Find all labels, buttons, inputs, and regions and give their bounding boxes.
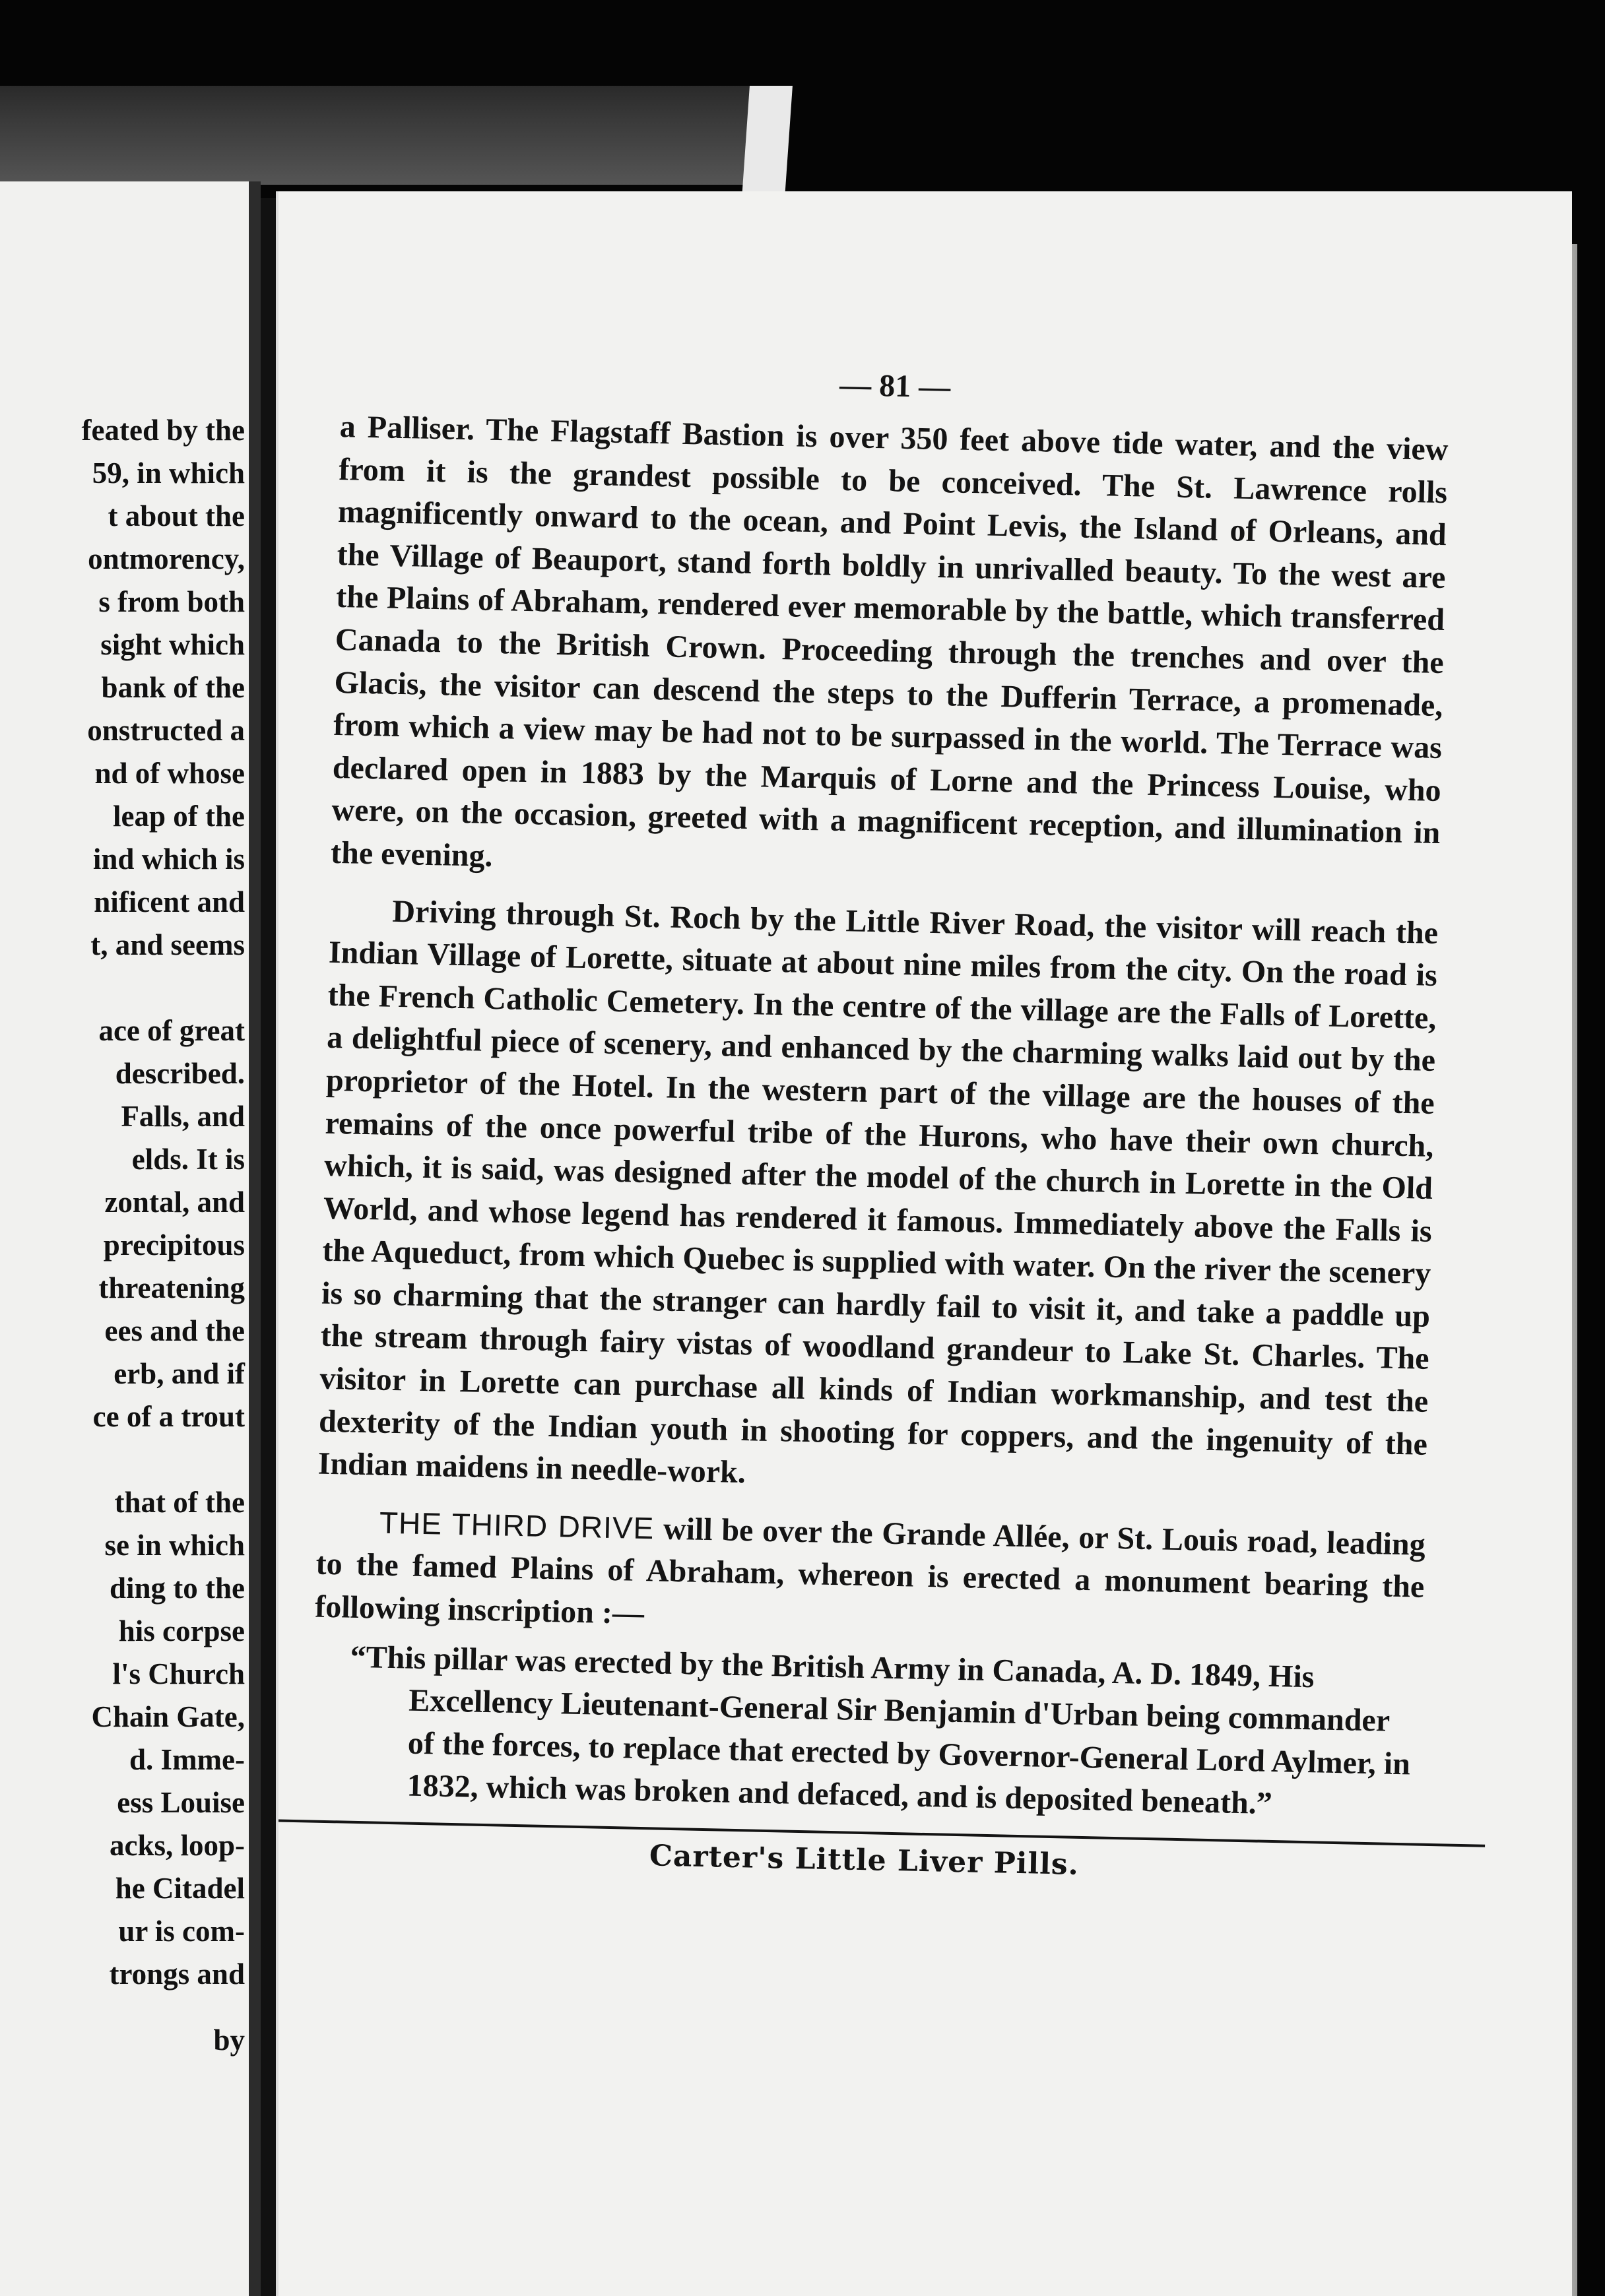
left-page-line: described. xyxy=(115,1057,245,1090)
left-page-line: nd of whose xyxy=(94,757,245,790)
left-page-line: feated by the xyxy=(81,414,245,447)
monument-inscription: “This pillar was erected by the British Army in Canada, A. D. 1849, His Excellency Lieutenant-General Sir Benjamin d'Urban being commander of the forces, to replace that erected by Governor-General Lord Aylmer, in 1832, which was broken and defaced, and is deposited beneath.” xyxy=(350,1639,1411,1822)
left-page-line: he Citadel xyxy=(115,1872,245,1905)
left-page-line: ur is com- xyxy=(118,1915,245,1948)
left-page-line: trongs and xyxy=(109,1958,245,1991)
paragraph-flagstaff-bastion: a Palliser. The Flagstaff Bastion is over 350 feet above tide water, and the view from it is the grandest possible to be conceived. The St. Lawrence rolls magnificently onward to the ocean, and Point Levis, the Island of Orleans, and the Village of Beauport, stand forth boldly in unrivalled beauty. To the west are the Plains of Abraham, rendered ever memorable by the battle, which transferred Canada to the British Crown. Proceeding through the trenches and over the Glacis, the visitor can descend the steps to the Dufferin Terrace, a promenade, from which a view may be had not to be surpassed in the world. The Terrace was declared open in 1883 by the Marquis of Lorne and the Princess Louise, who were, on the occasion, greeted with a magnificent reception, and illumination in the evening. xyxy=(330,408,1449,874)
paragraph-lorette: Driving through St. Roch by the Little River Road, the visitor will reach the Indian Village of Lorette, situate at about nine miles from the city. On the road is the French Catholic Cemetery. In the centre of the village are the Falls of Lorette, a delightful piece of scenery, and enhanced by the charming walks laid out by the proprietor of the Hotel. In the western part of the village are the houses of the remains of the once powerful tribe of the Hurons, who have their own church, which, it is said, was designed after the model of the church in Lorette in the Old World, and whose legend has rendered it famous. Immediately above the Falls is the Aqueduct, from which Quebec is supplied with water. On the river the scenery is so charming that the stranger can hardly fail to visit it, and take a paddle up the stream through fairy vistas of woodland grandeur to Lake St. Charles. The visitor in Lorette can purchase all kinds of Indian workmanship, and test the dexterity of the Indian youth in shooting for coppers, and the ingenuity of the Indian maidens in needle-work. xyxy=(317,893,1439,1490)
third-drive-text: will be over the Grande Allée, or St. Louis road, leading to the famed Plains of Abraham, whereon is erected a monument bearing the following inscription :— xyxy=(314,1511,1426,1632)
left-page-line: elds. It is xyxy=(131,1143,245,1176)
left-page-line: sight which xyxy=(100,628,245,661)
page-body xyxy=(310,356,1450,1889)
right-page xyxy=(276,191,1572,2296)
left-page-line: his corpse xyxy=(118,1614,245,1647)
third-drive-heading: THE THIRD DRIVE xyxy=(379,1505,655,1546)
left-page-line: t, and seems xyxy=(90,928,245,961)
footer-advertisement: Carter's Little Liver Pills. xyxy=(649,1839,1080,1882)
page-number: — 81 — xyxy=(839,367,951,405)
left-page-line: ees and the xyxy=(104,1314,245,1347)
left-page-line: Falls, and xyxy=(121,1100,245,1133)
left-page-line: threatening xyxy=(98,1271,245,1304)
left-page-line: leap of the xyxy=(113,800,245,833)
left-page-line: ding to the xyxy=(109,1572,245,1605)
left-page-line: erb, and if xyxy=(114,1357,245,1390)
left-page-line: s from both xyxy=(98,585,245,618)
left-page-line: 59, in which xyxy=(92,457,245,490)
left-page-line: ce of a trout xyxy=(92,1400,245,1433)
background-strip xyxy=(0,86,772,185)
left-page-line: onstructed a xyxy=(87,714,245,747)
left-page-line: ind which is xyxy=(92,843,245,876)
left-page-line: acks, loop- xyxy=(109,1829,245,1862)
left-page-line: ace of great xyxy=(98,1014,245,1047)
left-page-line: bank of the xyxy=(101,671,245,704)
left-page-line: precipitous xyxy=(103,1228,245,1261)
left-page-line: zontal, and xyxy=(104,1186,245,1219)
left-page-line: t about the xyxy=(108,499,245,532)
paragraph-third-drive xyxy=(315,1500,1426,1651)
torn-paper-edge xyxy=(742,86,793,198)
left-page-line: by xyxy=(213,2024,245,2057)
left-page xyxy=(0,181,261,2296)
left-page-line: l's Church xyxy=(112,1657,245,1690)
left-page-line: that of the xyxy=(114,1486,245,1519)
left-page-line: ontmorency, xyxy=(88,542,245,575)
left-page-line: ess Louise xyxy=(117,1786,245,1819)
left-page-line: se in which xyxy=(104,1529,245,1562)
left-page-line: d. Imme- xyxy=(129,1743,245,1776)
left-page-line: nificent and xyxy=(94,885,245,918)
left-page-line: Chain Gate, xyxy=(91,1700,245,1733)
